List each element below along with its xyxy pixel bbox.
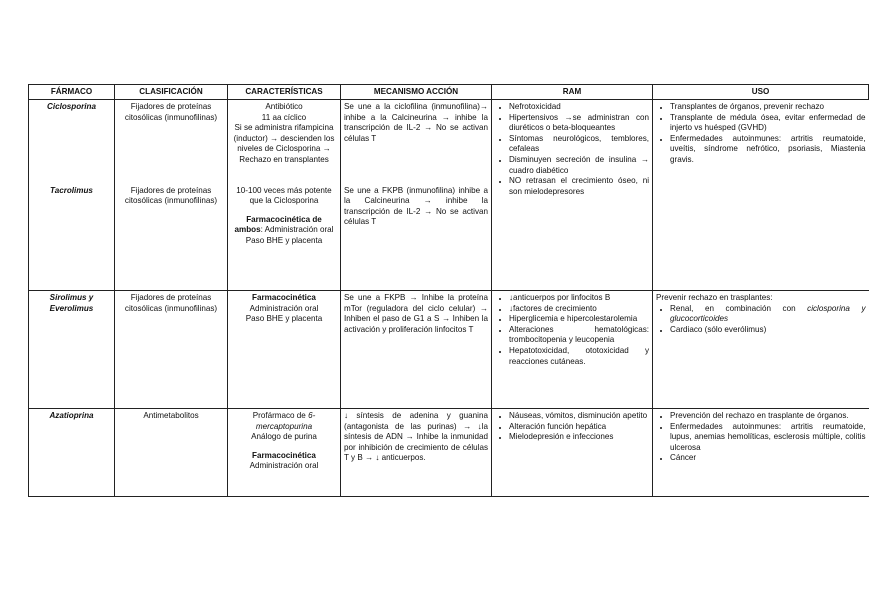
- car-line: Paso BHE y placenta: [245, 235, 323, 245]
- uso-list: [656, 304, 866, 336]
- drug-name: Tacrolimus: [29, 184, 115, 291]
- car-line: Paso BHE y placenta: [245, 314, 323, 324]
- ram-cell-shared: [492, 100, 653, 291]
- header-row: [29, 85, 869, 100]
- caracteristicas-cell: [228, 409, 341, 497]
- drug-name-line: Sirolimus y: [49, 293, 94, 302]
- list-item: • Transplantes de órganos, prevenir rechazo: [670, 102, 866, 113]
- clasificacion-cell: Fijadores de proteínas citosólicas (inmunofilinas): [115, 100, 228, 184]
- list-item: • ↓factores de crecimiento: [509, 304, 649, 315]
- table-row-ciclosporina: [29, 100, 869, 184]
- list-item: • Transplante de médula ósea, evitar enfermedad de injerto vs huésped (GVHD): [670, 113, 866, 134]
- uso-cell: [653, 291, 869, 409]
- clasificacion-cell: Fijadores de proteínas citosólicas (inmunofilinas): [115, 184, 228, 291]
- car-line: Administración oral: [249, 303, 319, 313]
- list-item: • NO retrasan el crecimiento óseo, ni son mielodepresores: [509, 176, 649, 197]
- farmaco-label: Farmacocinética: [252, 293, 316, 302]
- list-item: • Enfermedades autoinmunes: artritis reumatoide, uveítis, síndrome nefrótico, psoriasis, Miastenia gravis.: [670, 134, 866, 166]
- ram-list: [495, 293, 649, 367]
- header-uso: USO: [653, 85, 869, 100]
- table-row-azatioprina: [29, 409, 869, 497]
- car-line: Administración oral: [249, 461, 319, 471]
- list-item: • Prevención del rechazo en trasplante de órganos.: [670, 411, 866, 422]
- ram-cell: [492, 409, 653, 497]
- list-item: • Alteraciones hematológicas: trombocitopenia y leucopenia: [509, 325, 649, 346]
- farmaco-text: : Administración oral: [260, 225, 334, 235]
- mecanismo-cell: Se une a FKPB → Inhibe la proteína mTor (reguladora del ciclo celular) → Inhiben el paso de G1 a S → Inhiben la activación y proliferación linfocitos T: [341, 291, 492, 409]
- header-farmaco: FÁRMACO: [29, 85, 115, 100]
- farmaco-line: [231, 215, 337, 236]
- car-line: Antibiótico: [265, 102, 303, 111]
- list-item: • Renal, en combinación con ciclosporina y glucocorticoides: [670, 304, 866, 325]
- list-item: • Enfermedades autoinmunes: artritis reumatoide, lupus, anemias hemolíticas, esclerosis múltiple, colitis ulcerosa: [670, 422, 866, 454]
- mecanismo-cell: Se une a FKPB (inmunofilina) inhibe a la Calcineurina → inhibe la transcripción de IL-2 → No se activan células T: [341, 184, 492, 291]
- drug-name: Azatioprina: [29, 409, 115, 497]
- list-item: • Alteración función hepática: [509, 422, 649, 433]
- car-line: Rechazo en transplantes: [239, 154, 329, 164]
- caracteristicas-cell: [228, 184, 341, 291]
- uso-cell-shared: [653, 100, 869, 291]
- immunosuppressant-table: [28, 84, 869, 497]
- uso-list: [656, 102, 866, 166]
- header-caracteristicas: CARACTERÍSTICAS: [228, 85, 341, 100]
- ram-list: [495, 102, 649, 197]
- ram-cell: [492, 291, 653, 409]
- uso-intro: Prevenir rechazo en trasplantes:: [656, 293, 773, 302]
- caracteristicas-cell: [228, 100, 341, 184]
- car-line: Análogo de purina: [251, 432, 317, 442]
- mecanismo-cell: ↓ síntesis de adenina y guanina (antagonista de las purinas) → ↓la síntesis de ADN → Inhibe la inmunidad por inhibición de crecimiento de células T y B → ↓ anticuerpos.: [341, 409, 492, 497]
- car-line: Si se administra rifampicina (inductor) → descienden los niveles de Ciclosporina →: [233, 123, 335, 154]
- farmaco-label: Farmacocinética de ambos: [234, 214, 322, 235]
- list-item: • Síntomas neurológicos, temblores, cefaleas: [509, 134, 649, 155]
- table-row-sirolimus: [29, 291, 869, 409]
- list-item: • Disminuyen secreción de insulina → cuadro diabético: [509, 155, 649, 176]
- list-item: • Hiperglicemia e hipercolestarolemia: [509, 314, 649, 325]
- list-item: • Náuseas, vómitos, disminución apetito: [509, 411, 649, 422]
- mecanismo-cell: Se une a la ciclofilina (inmunofilina)→ inhibe a la Calcineurina → inhibe la transcripción de IL-2 → No se activan células T: [341, 100, 492, 184]
- list-item: • Nefrotoxicidad: [509, 102, 649, 113]
- car-line: 10-100 veces más potente que la Ciclosporina: [236, 185, 332, 206]
- header-clasificacion: CLASIFICACIÓN: [115, 85, 228, 100]
- ram-list: [495, 411, 649, 443]
- car-line: 11 aa cíclico: [261, 112, 307, 122]
- header-ram: RAM: [492, 85, 653, 100]
- list-item: • Cáncer: [670, 453, 866, 464]
- header-mecanismo: MECANISMO ACCIÓN: [341, 85, 492, 100]
- clasificacion-cell: Fijadores de proteínas citosólicas (inmunofilinas): [115, 291, 228, 409]
- list-item: • ↓anticuerpos por linfocitos B: [509, 293, 649, 304]
- caracteristicas-cell: [228, 291, 341, 409]
- uso-cell: [653, 409, 869, 497]
- list-item: • Hipertensivos →se administran con diuréticos o beta-bloqueantes: [509, 113, 649, 134]
- car-line: Profármaco de 6-mercaptopurina: [252, 411, 316, 431]
- list-item: • Hepatotoxicidad, ototoxicidad y reacciones cutáneas.: [509, 346, 649, 367]
- drug-name-line: Everolimus: [49, 303, 94, 313]
- drug-name: Ciclosporina: [29, 100, 115, 184]
- clasificacion-cell: Antimetabolitos: [115, 409, 228, 497]
- farmaco-label: Farmacocinética: [252, 450, 316, 460]
- list-item: • Cardiaco (sólo everólimus): [670, 325, 866, 336]
- drug-name: [29, 291, 115, 409]
- uso-list: [656, 411, 866, 464]
- list-item: • Mielodepresión e infecciones: [509, 432, 649, 443]
